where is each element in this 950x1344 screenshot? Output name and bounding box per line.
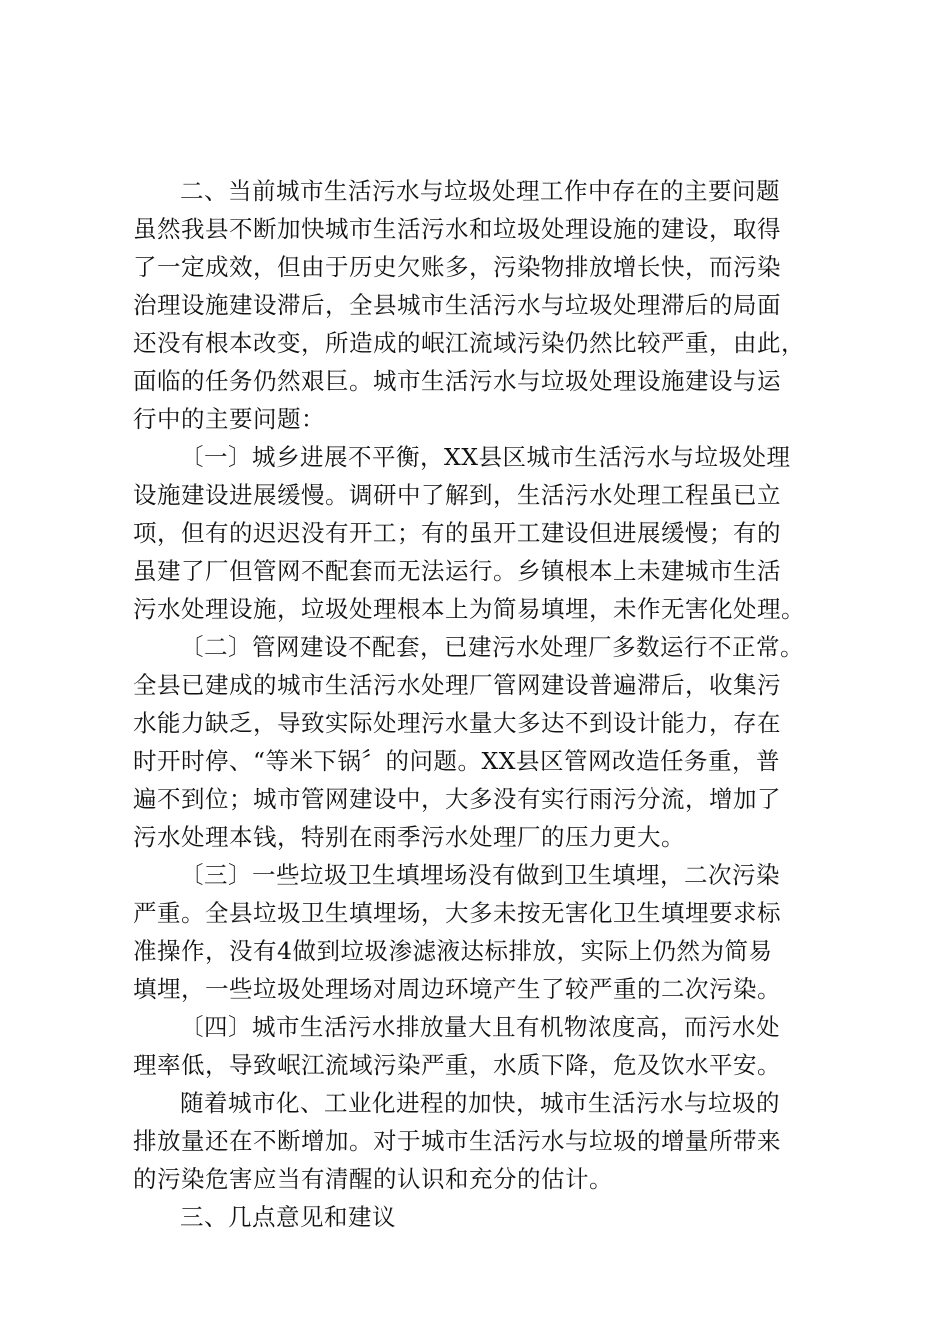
issue-1-line: 〔一〕城乡进展不平衡，XX县区城市生活污水与垃圾处理 (180, 443, 791, 471)
paragraph-line: 准操作，没有4做到垃圾渗滤液达标排放，实际上仍然为简易 (133, 937, 773, 965)
paragraph-line: 虽建了厂但管网不配套而无法运行。乡镇根本上未建城市生活 (133, 557, 781, 585)
issue-2-line: 全县已建成的城市生活污水处理厂管网建设普遍滞后，收集污 (133, 671, 781, 699)
paragraph-line: 治理设施建设滞后，全县城市生活污水与垃圾处理滞后的局面 (133, 291, 781, 319)
paragraph-line: 设施建设进展缓慢。调研中了解到，生活污水处理工程虽已立 (133, 481, 781, 509)
paragraph-line: 面临的任务仍然艰巨。城市生活污水与垃圾处理设施建设与运 (133, 367, 781, 395)
paragraph-line: 随着城市化、工业化进程的加快，城市生活污水与垃圾的 (180, 1089, 780, 1117)
paragraph-line: 行中的主要问题： (133, 405, 325, 433)
paragraph-line: 遍不到位；城市管网建设中，大多没有实行雨污分流，增加了 (133, 785, 781, 813)
paragraph-line: 项，但有的迟迟没有开工；有的虽开工建设但进展缓慢；有的 (133, 519, 781, 547)
paragraph-line: 时开时停、“等米下锅〞的问题。XX县区管网改造任务重，普 (133, 747, 780, 775)
paragraph-line: 虽然我县不断加快城市生活污水和垃圾处理设施的建设，取得 (133, 215, 781, 243)
paragraph-line: 污水处理设施，垃圾处理根本上为简易填埋，未作无害化处理。 (133, 595, 805, 623)
paragraph-line: 〔四〕城市生活污水排放量大且有机物浓度高，而污水处 (180, 1013, 780, 1041)
paragraph-line: 水能力缺乏，导致实际处理污水量大多达不到设计能力，存在 (133, 709, 781, 737)
paragraph-line: 排放量还在不断增加。对于城市生活污水与垃圾的增量所带来 (133, 1127, 781, 1155)
paragraph-line: 填埋，一些垃圾处理场对周边环境产生了较严重的二次污染。 (133, 975, 781, 1003)
issue-3-line: 严重。全县垃圾卫生填埋场，大多未按无害化卫生填埋要求标 (133, 899, 781, 927)
section-heading-2: 二、当前城市生活污水与垃圾处理工作中存在的主要问题 (180, 177, 780, 205)
paragraph-line: 的污染危害应当有清醒的认识和充分的估计。 (133, 1165, 613, 1193)
issue-4-line: 理率低，导致岷江流域污染严重，水质下降，危及饮水平安。 (133, 1051, 781, 1079)
paragraph-line: 了一定成效，但由于历史欠账多，污染物排放增长快，而污染 (133, 253, 781, 281)
paragraph-line: 〔三〕一些垃圾卫生填埋场没有做到卫生填埋，二次污染 (180, 861, 780, 889)
paragraph-line: 三、几点意见和建议 (180, 1203, 396, 1231)
paragraph-line: 〔二〕管网建设不配套，已建污水处理厂多数运行不正常。 (180, 633, 804, 661)
paragraph-line: 污水处理本钱，特别在雨季污水处理厂的压力更大。 (133, 823, 685, 851)
paragraph-line: 还没有根本改变，所造成的岷江流域污染仍然比较严重，由此， (133, 329, 805, 357)
